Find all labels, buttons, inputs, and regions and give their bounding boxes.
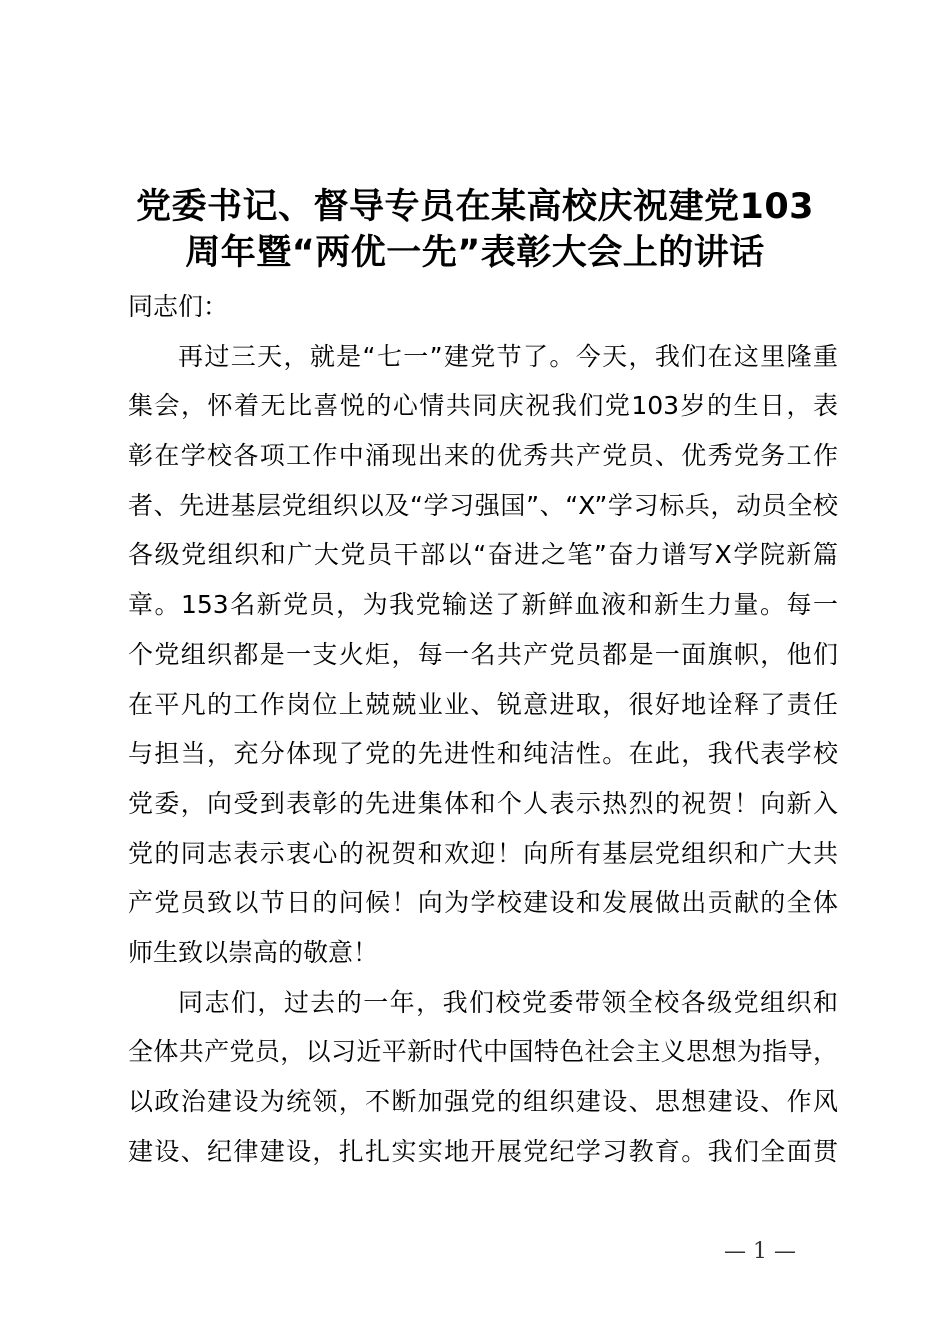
document-body: [128, 282, 838, 1176]
paragraph-1: [128, 332, 838, 978]
paragraph-line: 全体共产党员，以习近平新时代中国特色社会主义思想为指导，: [128, 1037, 838, 1067]
paragraph-line: 再过三天，就是“七一”建党节了。今天，我们在这里隆重: [178, 341, 838, 371]
paragraph-line: 党委，向受到表彰的先进集体和个人表示热烈的祝贺！向新入: [128, 788, 838, 818]
paragraph-line: 各级党组织和广大党员干部以“奋进之笔”奋力谱写X学院新篇: [128, 540, 838, 570]
paragraph-line: 者、先进基层党组织以及“学习强国”、“X”学习标兵，动员全校: [128, 490, 838, 520]
title-line: 周年暨“两优一先”表彰大会上的讲话: [185, 233, 765, 273]
paragraph-line: 产党员致以节日的问候！向为学校建设和发展做出贡献的全体: [128, 888, 838, 918]
page-number: — 1 —: [724, 1239, 796, 1264]
paragraph-line: 彰在学校各项工作中涌现出来的优秀共产党员、优秀党务工作: [128, 441, 838, 471]
paragraph-line: 在平凡的工作岗位上兢兢业业、锐意进取，很好地诠释了责任: [128, 689, 838, 719]
paragraph-line: 集会，怀着无比喜悦的心情共同庆祝我们党103岁的生日，表: [128, 391, 838, 421]
paragraph-line: 个党组织都是一支火炬，每一名共产党员都是一面旗帜，他们: [128, 639, 838, 669]
salutation: 同志们：: [128, 292, 229, 321]
paragraph-2: [128, 978, 838, 1177]
paragraph-line: 师生致以崇高的敬意！: [128, 937, 379, 967]
title-line: 党委书记、督导专员在某高校庆祝建党103: [135, 187, 815, 227]
paragraph-line: 党的同志表示衷心的祝贺和欢迎！向所有基层党组织和广大共: [128, 838, 838, 868]
paragraph-line: 章。153名新党员，为我党输送了新鲜血液和新生力量。每一: [128, 590, 838, 620]
paragraph-line: 以政治建设为统领，不断加强党的组织建设、思想建设、作风: [128, 1087, 838, 1116]
paragraph-line: 与担当，充分体现了党的先进性和纯洁性。在此，我代表学校: [128, 739, 838, 769]
paragraph-line: 建设、纪律建设，扎扎实实地开展党纪学习教育。我们全面贯: [128, 1136, 838, 1166]
document-title: [100, 184, 850, 276]
paragraph-line: 同志们，过去的一年，我们校党委带领全校各级党组织和: [178, 987, 838, 1017]
